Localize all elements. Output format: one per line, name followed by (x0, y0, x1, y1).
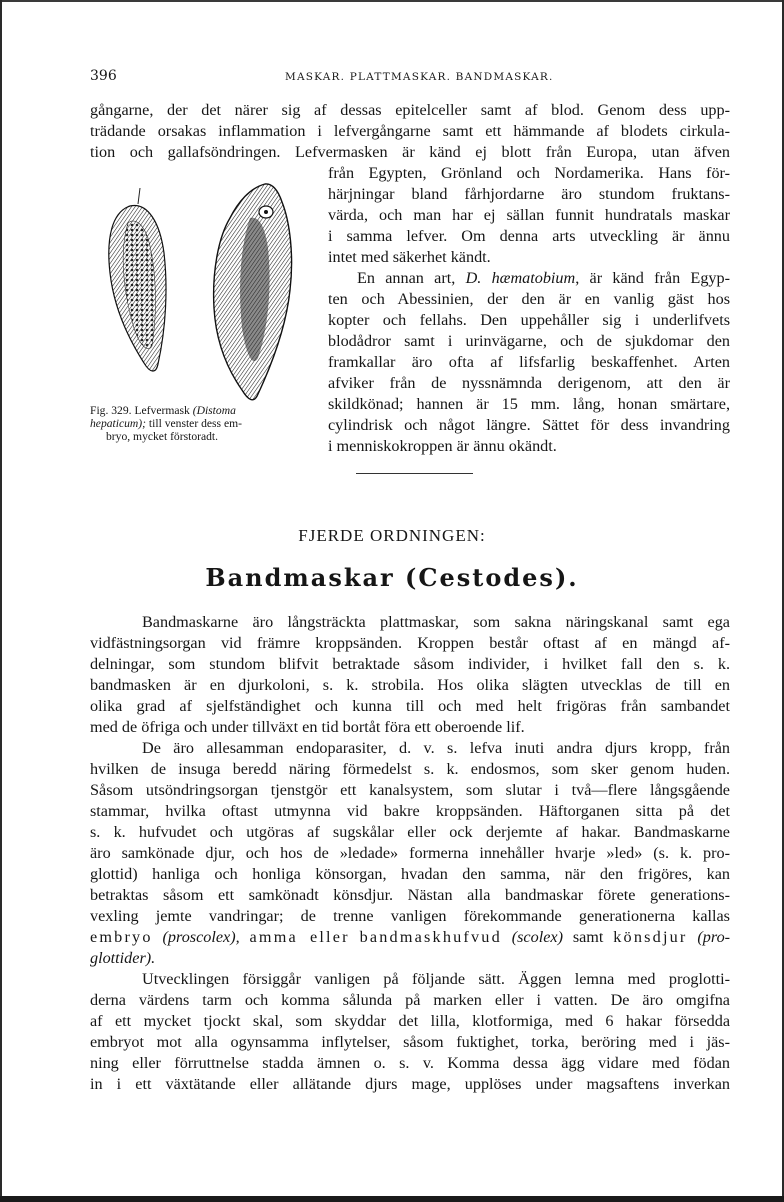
text-line: i menniskokroppen är ännu okändt. (328, 437, 557, 455)
term-amma: amma eller (249, 928, 350, 946)
text-line: från Egypten, Grönland och Nordamerika. Hans för- (328, 164, 730, 182)
scan-border-top (0, 0, 784, 2)
text-line: ning eller förruttnelse stadda ämnen o. s. v. Komma dessa ägg vidare med födan (90, 1054, 730, 1072)
page-number: 396 (90, 68, 117, 84)
text-line (357, 268, 730, 288)
liver-fluke-illustration (100, 178, 320, 408)
text-line: cylindrisk och något längre. Sättet för dess invandring (328, 416, 730, 434)
term-scolex: (scolex) (511, 928, 563, 946)
text-line: härjningar bland fårhjordarne äro stundom fruktans- (328, 185, 730, 203)
term-proglottider-end: glottider). (90, 949, 156, 967)
text-line: De äro allesamman endoparasiter, d. v. s. lefva inuti andra djurs kropp, från (142, 739, 730, 757)
figure-caption (90, 405, 320, 443)
embryo-drawing (109, 188, 166, 371)
caption-prefix: Fig. 329. Lefvermask (90, 404, 193, 417)
text-line: afviker från de nyssnämnda derigenom, att den är (328, 374, 730, 392)
text-line: embryot mot alla ogynsamma inflytelser, såsom fuktighet, torka, beröring med i jäs- (90, 1033, 730, 1051)
text-line: skildkönad; hannen är 15 mm. lång, honan smärtare, (328, 395, 730, 413)
text-line: s. k. hufvudet och utgöras af sugskålar eller ock derjemte af hakar. Bandmaskarne (90, 823, 730, 841)
scan-border-bottom (0, 1196, 784, 1202)
text-line: derna värdens tarm och komma sålunda på marken eller i vatten. De äro omgifna (90, 991, 730, 1009)
text-line: vexling jemte vandringar; de trenne vanligen förekommande generationerna kallas (90, 907, 730, 925)
caption-line (90, 418, 320, 431)
term-proscolex: (proscolex), (162, 928, 240, 946)
text-line: Såsom utsöndringsorgan tjenstgör ett kanalsystem, som slutar i två—flere långsgående (90, 781, 730, 799)
text-line: gångarne, der det närer sig af dessas epitelceller samt af blod. Genom dess upp- (90, 101, 730, 119)
caption-line: bryo, mycket förstoradt. (106, 429, 219, 443)
text-line: Utvecklingen försiggår vanligen på följande sätt. Äggen lemna med proglotti- (142, 970, 730, 988)
text-line: framkallar äro ofta af lifsfarlig beskaffenhet. Arten (328, 353, 730, 371)
text-line: värda, och man har ej sällan funnit hundratals maskar (328, 206, 730, 224)
text-line: af ett mycket tjockt skal, som skyddar det lilla, klotformiga, med 6 hakar försedda (90, 1012, 730, 1030)
text-line: olika grad af sjelfständighet och kunna till och med helt frigöras från sambandet (90, 697, 730, 715)
text-fragment: , är känd från Egyp- (575, 269, 730, 287)
scan-border-left (0, 0, 2, 1202)
text-line: glottid) hanliga och honliga könsorgan, hvadan den samma, när den frigöres, kan (90, 865, 730, 883)
text-line: hvilken de insuga beredd näring förmedelst s. k. endosmos, som sker genom huden. (90, 760, 730, 778)
section-divider (356, 473, 473, 474)
text-line: kopter och fellahs. Den uppehåller sig i underlifvets (328, 311, 730, 329)
text-line: ten och Abessinien, der den är en vanlig gäst hos (328, 290, 730, 308)
text-line: intet med säkerhet kändt. (328, 248, 491, 266)
term-embryo: embryo (90, 928, 153, 946)
caption-species: (Distoma (192, 404, 236, 417)
text-line: vidfästningsorgan vid främre kroppsänden. Kroppen består oftast af en mängd af- (90, 634, 730, 652)
order-heading: FJERDE ORDNINGEN: (298, 526, 486, 545)
running-head: MASKAR. PLATTMASKAR. BANDMASKAR. (285, 71, 554, 83)
term-proglottider: (pro- (697, 928, 731, 946)
text-line: Bandmaskarne äro långsträckta plattmaskar, som sakna näringskanal samt ega (142, 613, 730, 631)
text-fragment: samt (572, 928, 604, 946)
text-line (90, 948, 730, 968)
species-name: D. hæmatobium (465, 269, 576, 287)
text-line: in i ett växtätande eller allätande djurs mage, upplöses under magsaftens inverkan (90, 1075, 730, 1093)
text-line: i samma lefver. Om denna arts utveckling är ännu (328, 227, 730, 245)
caption-species-name: hepaticum); (90, 416, 147, 430)
term-bandmaskhufvud: bandmaskhufvud (359, 928, 502, 946)
term-konsdjur: könsdjur (613, 928, 688, 946)
text-line: betraktas såsom ett samkönadt könsdjur. Nästan alla bandmaskar förete generations- (90, 886, 730, 904)
text-line: med de öfriga och under tillväxt en tid bortåt föra ett oberoende lif. (90, 718, 525, 736)
text-line (90, 927, 730, 947)
text-line: tion och gallafsöndringen. Lefvermasken är känd ej blott från Europa, utan äfven (90, 143, 730, 161)
text-line: äro samkönade djur, och hos de »ledade» formerna innehåller hvarje »led» (s. k. pro- (90, 844, 730, 862)
text-line: delningar, som stundom blifvit betraktade såsom individer, i hvilket fall den s. k. (90, 655, 730, 673)
adult-fluke-drawing (214, 184, 292, 400)
text-line: blodådror samt i urinvägarne, och de sjukdomar den (328, 332, 730, 350)
text-line: trädande orsakas inflammation i lefvergångarne samt ett hämmande af blodets cirkula- (90, 122, 730, 140)
caption-text: till venster dess em- (146, 416, 242, 430)
text-fragment: En annan art, (357, 269, 466, 287)
text-line: bandmasken är en djurkoloni, s. k. strobila. Hos olika slägten utvecklas de till en (90, 676, 730, 694)
section-title: Bandmaskar (Cestodes). (205, 563, 579, 592)
text-line: stammar, hvilka oftast utmynna vid bakre kroppsänden. Häftorganen sitta på det (90, 802, 730, 820)
